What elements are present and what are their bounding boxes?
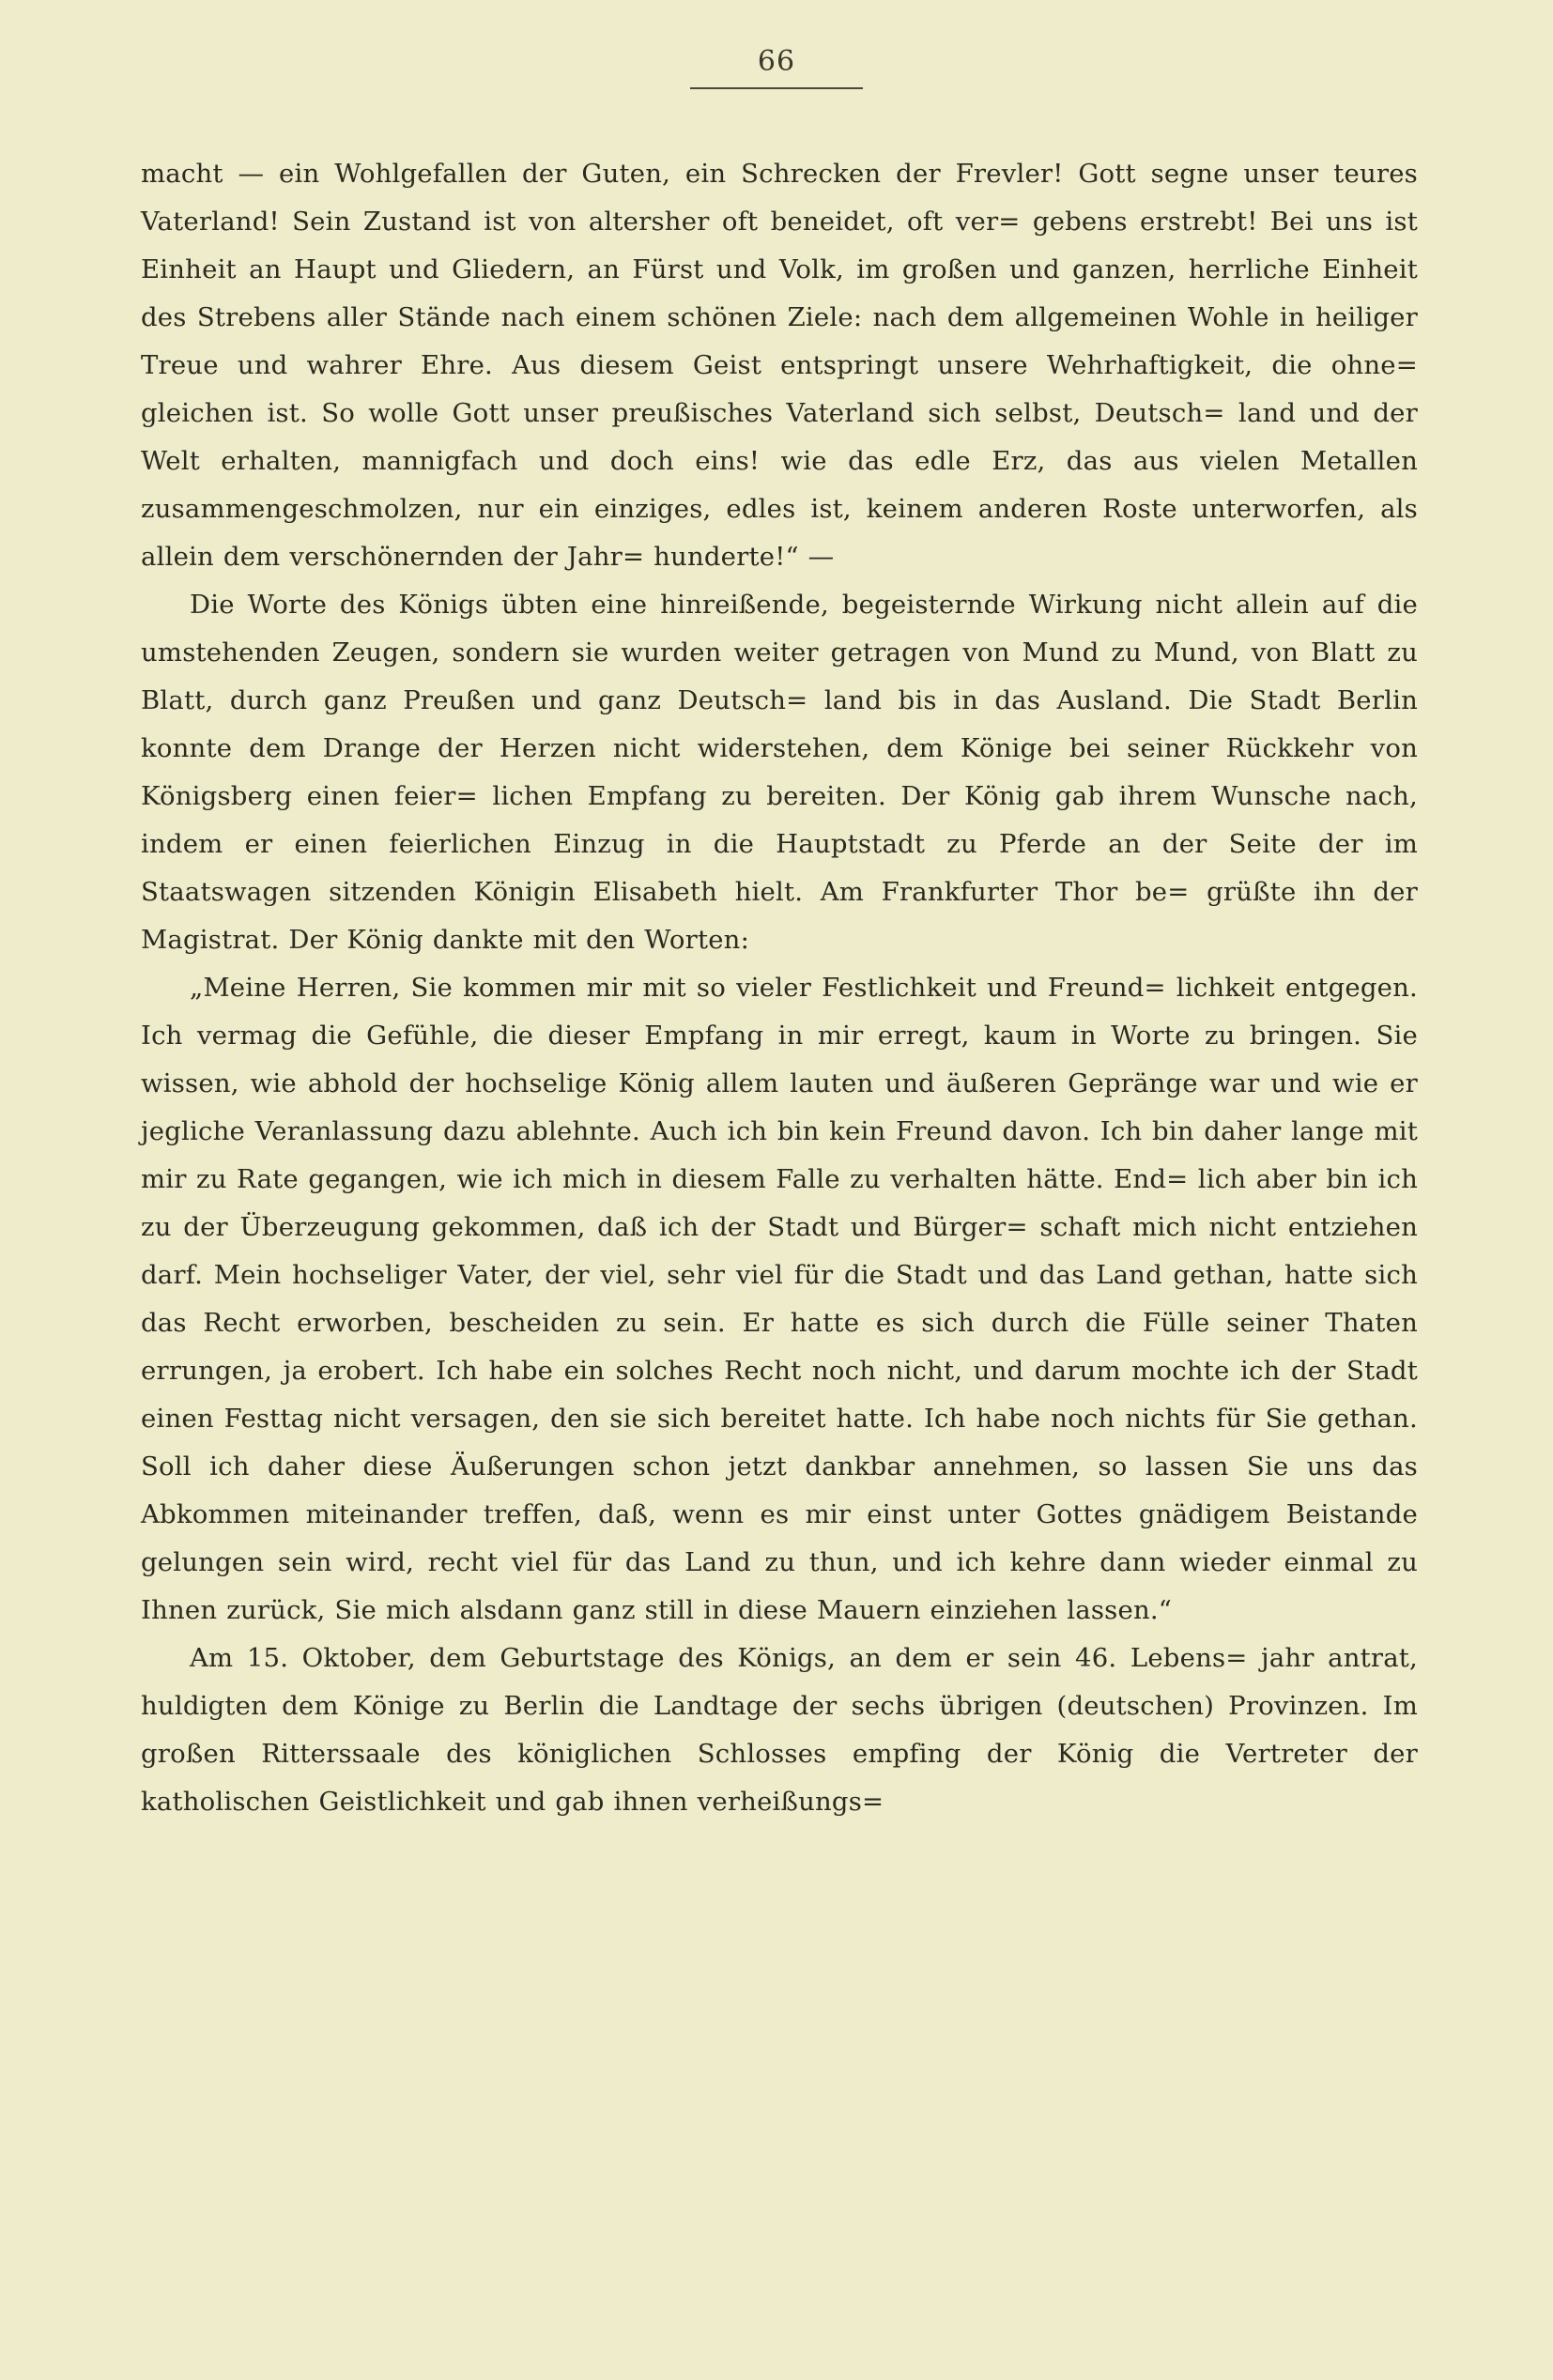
paragraph: macht — ein Wohlgefallen der Guten, ein Schrecken der Frevler! Gott segne unser teures Vaterland! Sein Zustand ist von altersher oft beneidet, oft ver= gebens erstrebt! Bei uns ist Einheit an Haupt und Gliedern, an Fürst und Volk, im großen und ganzen, herrliche Einheit des Strebens aller Stände nach einem schönen Ziele: nach dem allgemeinen Wohle in heiliger Treue und wahrer Ehre. Aus diesem Geist entspringt unsere Wehrhaftigkeit, die ohne= gleichen ist. So wolle Gott unser preußisches Vaterland sich selbst, Deutsch= land und der Welt erhalten, mannigfach und doch eins! wie das edle Erz, das aus vielen Metallen zusammengeschmolzen, nur ein einziges, edles ist, keinem anderen Roste unterworfen, als allein dem verschönernden der Jahr= hunderte!“ —: [141, 159, 1418, 572]
page-number: 66: [757, 45, 796, 78]
paragraph: Die Worte des Königs übten eine hinreißende, begeisternde Wirkung nicht allein auf die umstehenden Zeugen, sondern sie wurden weiter getragen von Mund zu Mund, von Blatt zu Blatt, durch ganz Preußen und ganz Deutsch= land bis in das Ausland. Die Stadt Berlin konnte dem Drange der Herzen nicht widerstehen, dem Könige bei seiner Rückkehr von Königsberg einen feier= lichen Empfang zu bereiten. Der König gab ihrem Wunsche nach, indem er einen feierlichen Einzug in die Hauptstadt zu Pferde an der Seite der im Staatswagen sitzenden Königin Elisabeth hielt. Am Frankfurter Thor be= grüßte ihn der Magistrat. Der König dankte mit den Worten:: [141, 590, 1418, 955]
paragraph: „Meine Herren, Sie kommen mir mit so vieler Festlichkeit und Freund= lichkeit entgegen. Ich vermag die Gefühle, die dieser Empfang in mir erregt, kaum in Worte zu bringen. Sie wissen, wie abhold der hochselige König allem lauten und äußeren Gepränge war und wie er jegliche Veranlassung dazu ablehnte. Auch ich bin kein Freund davon. Ich bin daher lange mit mir zu Rate gegangen, wie ich mich in diesem Falle zu verhalten hätte. End= lich aber bin ich zu der Überzeugung gekommen, daß ich der Stadt und Bürger= schaft mich nicht entziehen darf. Mein hochseliger Vater, der viel, sehr viel für die Stadt und das Land gethan, hatte sich das Recht erworben, bescheiden zu sein. Er hatte es sich durch die Fülle seiner Thaten errungen, ja erobert. Ich habe ein solches Recht noch nicht, und darum mochte ich der Stadt einen Festtag nicht versagen, den sie sich bereitet hatte. Ich habe noch nichts für Sie gethan. Soll ich daher diese Äußerungen schon jetzt dankbar annehmen, so lassen Sie uns das Abkommen miteinander treffen, daß, wenn es mir einst unter Gottes gnädigem Beistande gelungen sein wird, recht viel für das Land zu thun, und ich kehre dann wieder einmal zu Ihnen zurück, Sie mich alsdann ganz still in diese Mauern einziehen lassen.“: [141, 973, 1418, 1625]
page-header: [0, 45, 1553, 89]
header-rule: [690, 87, 863, 89]
paragraph: Am 15. Oktober, dem Geburtstage des Königs, an dem er sein 46. Lebens= jahr antrat, huldigten dem Könige zu Berlin die Landtage der sechs übrigen (deutschen) Provinzen. Im großen Ritterssaale des königlichen Schlosses empfing der König die Vertreter der katholischen Geistlichkeit und gab ihnen verheißungs=: [141, 1643, 1418, 1817]
page-body: [141, 150, 1418, 1826]
